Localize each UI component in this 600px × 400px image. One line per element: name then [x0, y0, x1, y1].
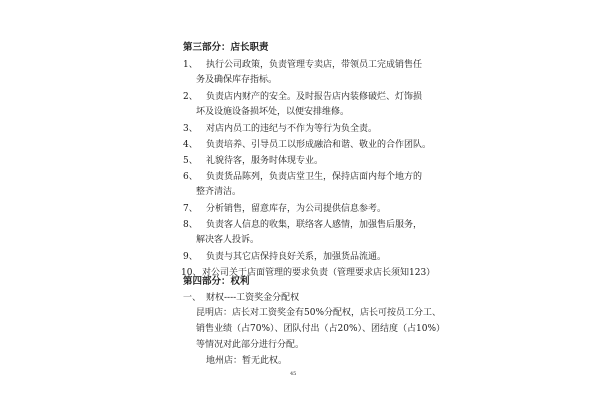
- item-5-number: 5、: [183, 156, 198, 166]
- item-6-line-1: 负责货品陈列，负责店堂卫生，保持店面内每个地方的: [206, 172, 423, 182]
- item-4-line-1: 负责培养、引导员工以形成融洽和谐、敬业的合作团队。: [206, 140, 432, 150]
- item-1-line-1: 执行公司政策，负责管理专卖店，带领员工完成销售任: [206, 60, 423, 70]
- item-9-line-1: 负责与其它店保持良好关系，加强货品流通。: [206, 252, 387, 262]
- item-9-number: 9、: [183, 252, 198, 262]
- item-6-line-2: 整齐清洁。: [196, 187, 242, 197]
- item-10-line-1: 对公司关于店面管理的要求负责（管理要求店长须知123）: [202, 268, 436, 278]
- item-2-line-2: 坏及设施设备损坏处，以便安排维修。: [196, 107, 350, 117]
- item-10-number: 10、: [181, 268, 202, 278]
- item-1-line-2: 务及确保库存指标。: [196, 75, 278, 85]
- item-7-line-1: 分析销售，留意库存，为公司提供信息参考。: [206, 204, 387, 214]
- item-8-line-2: 解决客人投诉。: [196, 235, 260, 245]
- rights-body-line-3: 等情况对此部分进行分配。: [196, 340, 305, 350]
- item-3-number: 3、: [183, 124, 198, 134]
- item-8-line-1: 负责客人信息的收集，联络客人感情，加强售后服务，: [206, 220, 423, 230]
- subsection-1-number: 一、: [183, 293, 202, 303]
- item-2-number: 2、: [183, 92, 198, 102]
- item-8-number: 8、: [183, 220, 198, 230]
- rights-note: 地州店：暂无此权。: [206, 356, 288, 366]
- rights-body-line-2: 销售业绩（占70%）、团队付出（占20%）、团结度（占10%）: [196, 324, 446, 334]
- item-3-line-1: 对店内员工的违纪与不作为等行为负全责。: [206, 124, 378, 134]
- section4-heading: 第四部分：权利: [183, 276, 250, 287]
- page-number: 45: [290, 371, 297, 377]
- item-7-number: 7、: [183, 204, 198, 214]
- section3-heading: 第三部分：店长职责: [183, 42, 269, 53]
- rights-body-line-1: 昆明店：店长对工资奖金有50%分配权，店长可按员工分工、: [196, 308, 442, 318]
- item-6-number: 6、: [183, 172, 198, 182]
- item-4-number: 4、: [183, 140, 198, 150]
- subsection-1-title: 财权----工资奖金分配权: [206, 293, 300, 303]
- item-1-number: 1、: [183, 60, 198, 70]
- item-5-line-1: 礼貌待客，服务时体现专业。: [206, 156, 324, 166]
- item-2-line-1: 负责店内财产的安全。及时报告店内装修破烂、灯饰损: [206, 92, 423, 102]
